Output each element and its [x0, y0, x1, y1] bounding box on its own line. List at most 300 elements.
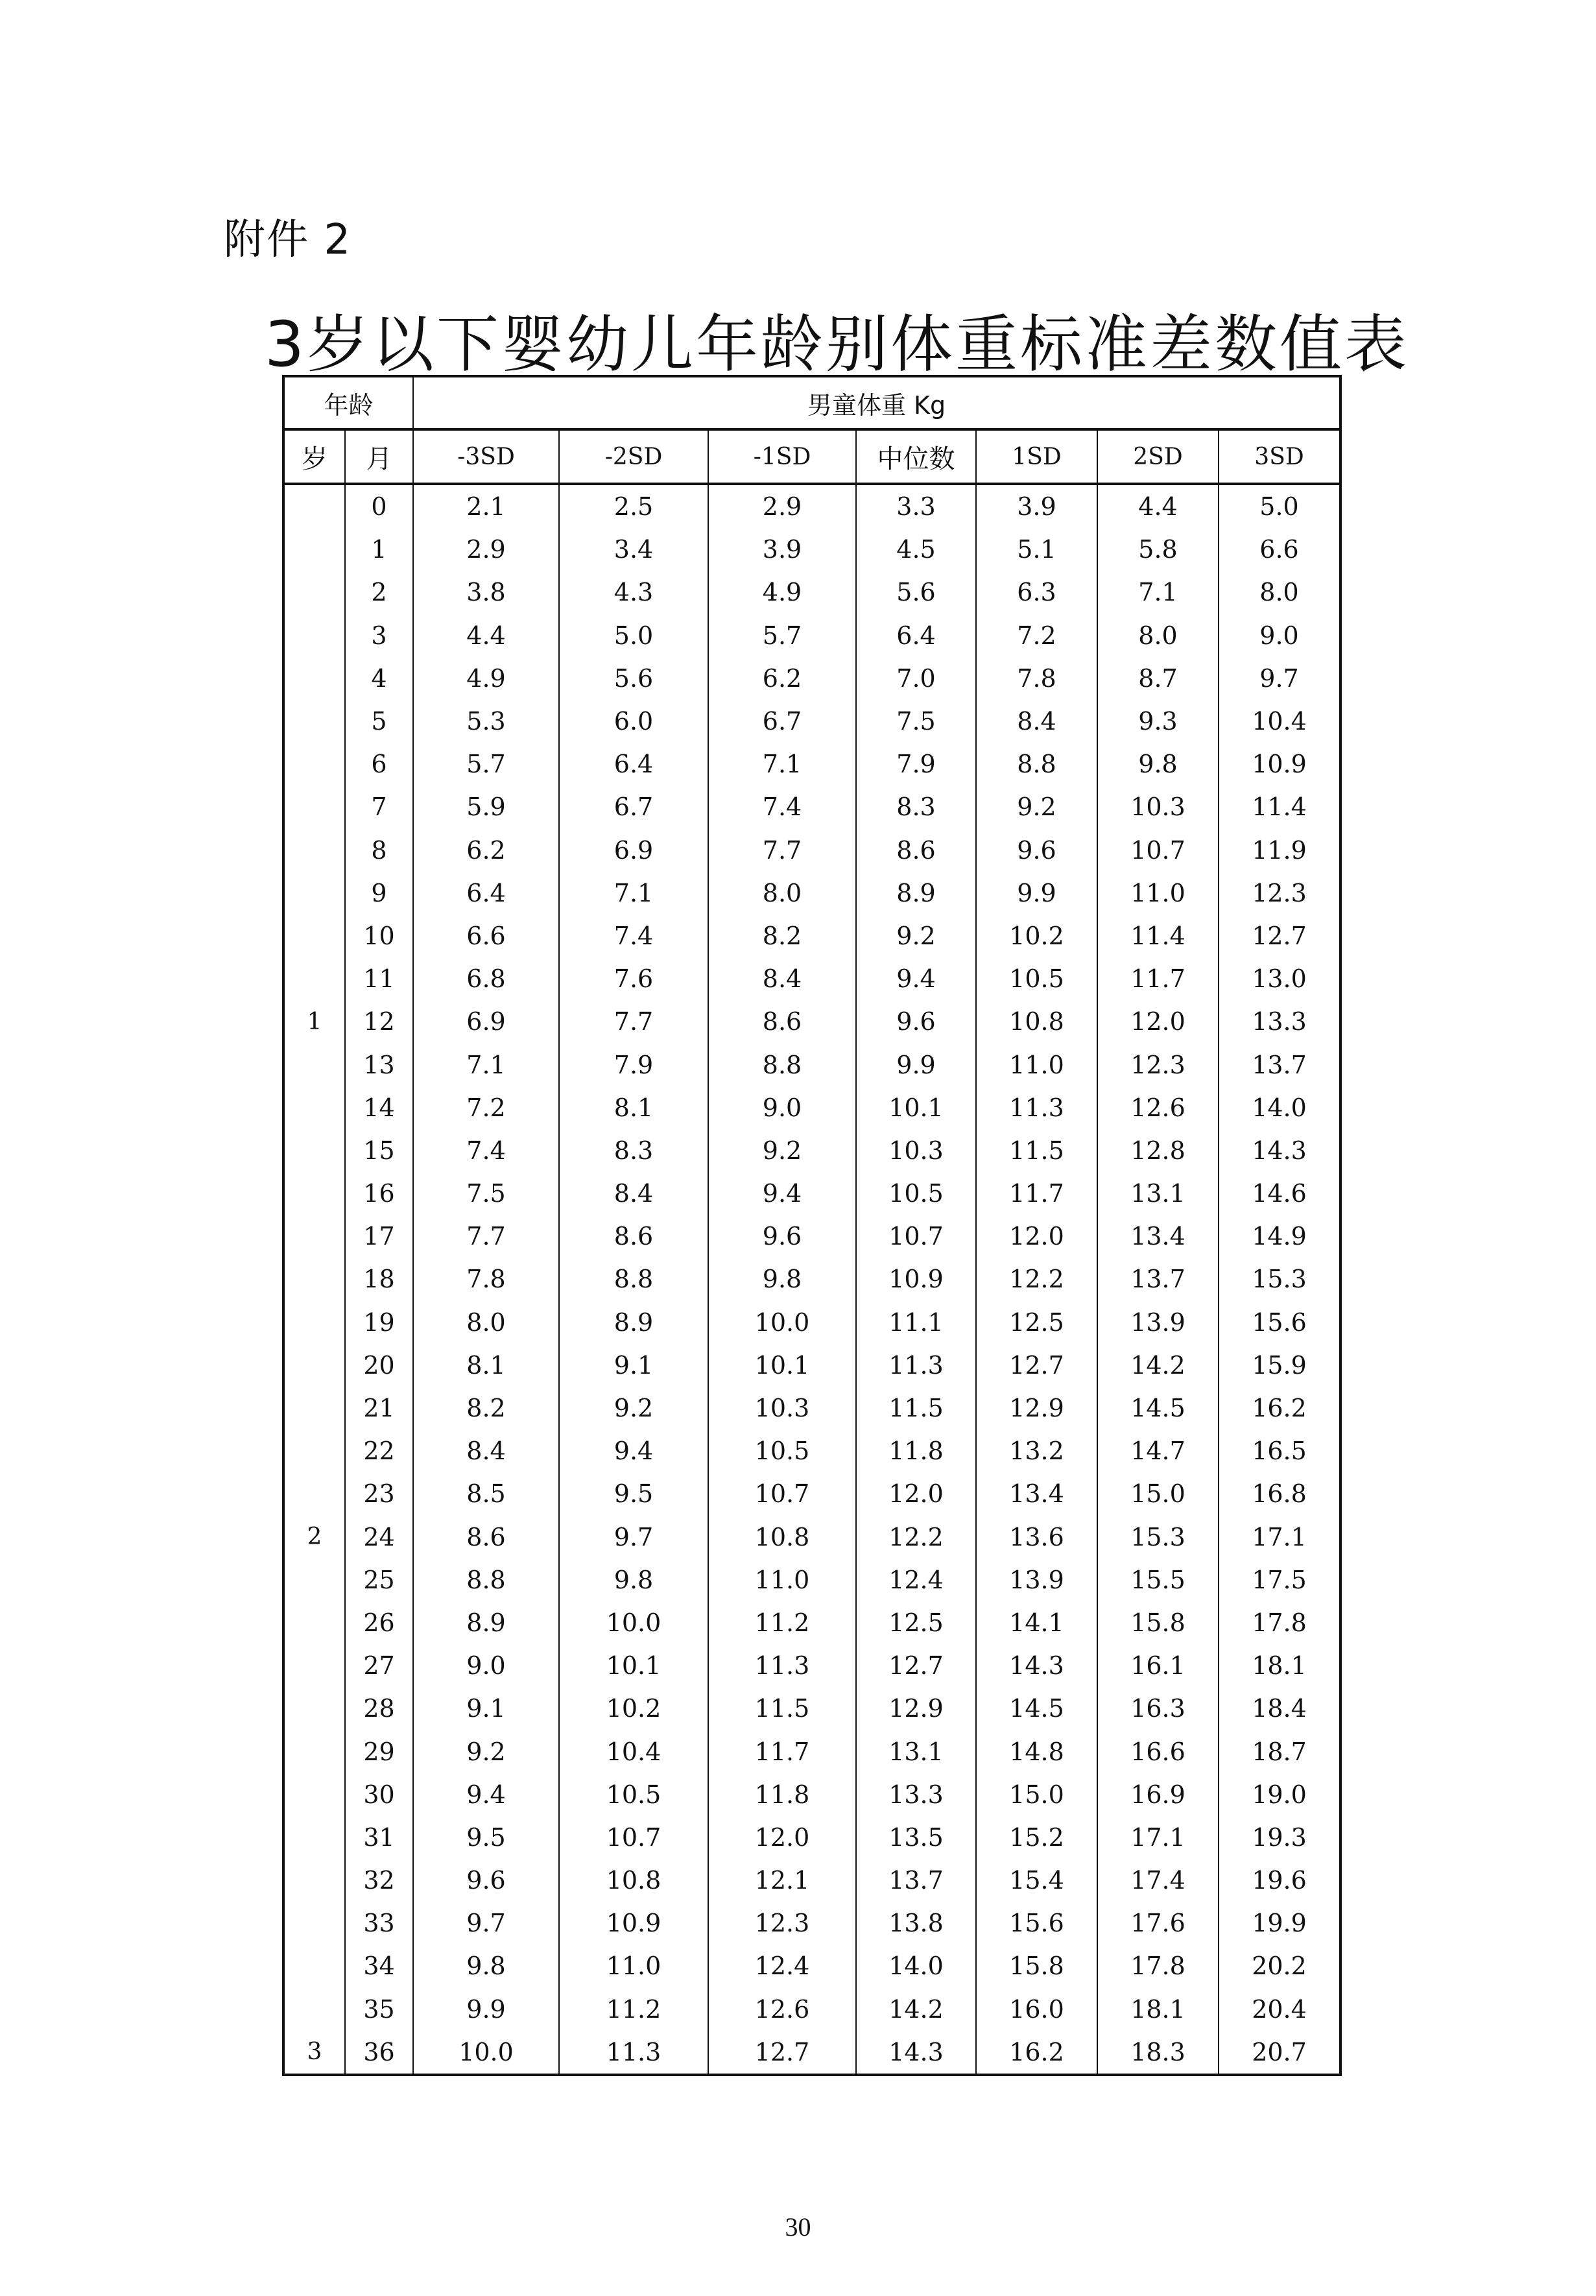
weight-value-cell: 10.9	[559, 1902, 708, 1944]
weight-value-cell: 12.9	[856, 1687, 976, 1730]
weight-value-cell: 7.7	[708, 829, 856, 872]
table-row	[283, 614, 1340, 657]
weight-value-cell: 13.1	[856, 1730, 976, 1773]
year-cell	[283, 484, 345, 528]
table-row	[283, 1301, 1340, 1344]
month-cell: 14	[345, 1086, 413, 1129]
weight-value-cell: 20.2	[1219, 1944, 1340, 1987]
weight-value-cell: 11.7	[976, 1172, 1097, 1215]
weight-value-cell: 8.1	[559, 1086, 708, 1129]
weight-value-cell: 7.5	[856, 700, 976, 743]
month-cell: 5	[345, 700, 413, 743]
header-sd-column: -1SD	[708, 429, 856, 484]
year-cell: 3	[283, 2031, 345, 2075]
weight-value-cell: 15.0	[1097, 1472, 1219, 1515]
weight-value-cell: 12.4	[856, 1559, 976, 1601]
weight-value-cell: 16.3	[1097, 1687, 1219, 1730]
weight-value-cell: 12.5	[856, 1601, 976, 1644]
weight-value-cell: 9.9	[413, 1988, 559, 2031]
weight-value-cell: 8.6	[708, 1000, 856, 1043]
weight-value-cell: 10.3	[708, 1387, 856, 1429]
weight-value-cell: 6.9	[559, 829, 708, 872]
weight-value-cell: 12.2	[976, 1258, 1097, 1300]
weight-value-cell: 15.6	[1219, 1301, 1340, 1344]
month-cell: 35	[345, 1988, 413, 2031]
weight-value-cell: 9.8	[1097, 743, 1219, 785]
weight-value-cell: 10.4	[559, 1730, 708, 1773]
month-cell: 2	[345, 571, 413, 614]
weight-value-cell: 8.7	[1097, 657, 1219, 700]
weight-value-cell: 15.5	[1097, 1559, 1219, 1601]
weight-value-cell: 10.2	[976, 915, 1097, 957]
weight-value-cell: 13.4	[976, 1472, 1097, 1515]
weight-value-cell: 14.3	[1219, 1129, 1340, 1172]
weight-value-cell: 12.3	[1097, 1043, 1219, 1086]
month-cell: 19	[345, 1301, 413, 1344]
weight-value-cell: 4.4	[1097, 484, 1219, 528]
weight-value-cell: 9.6	[856, 1000, 976, 1043]
weight-value-cell: 2.9	[413, 528, 559, 571]
weight-value-cell: 8.4	[559, 1172, 708, 1215]
weight-value-cell: 8.0	[1219, 571, 1340, 614]
weight-value-cell: 19.9	[1219, 1902, 1340, 1944]
table-row	[283, 1086, 1340, 1129]
weight-value-cell: 14.3	[976, 1644, 1097, 1687]
weight-value-cell: 16.5	[1219, 1429, 1340, 1472]
attachment-label: 附件 2	[224, 216, 352, 264]
weight-value-cell: 3.9	[976, 484, 1097, 528]
weight-value-cell: 12.7	[856, 1644, 976, 1687]
weight-value-cell: 5.8	[1097, 528, 1219, 571]
weight-value-cell: 14.0	[1219, 1086, 1340, 1129]
weight-value-cell: 12.7	[708, 2031, 856, 2075]
weight-value-cell: 9.2	[856, 915, 976, 957]
weight-value-cell: 5.0	[559, 614, 708, 657]
table-row	[283, 1172, 1340, 1215]
weight-value-cell: 7.9	[856, 743, 976, 785]
weight-value-cell: 8.4	[976, 700, 1097, 743]
year-cell	[283, 1559, 345, 1601]
weight-value-cell: 4.9	[708, 571, 856, 614]
weight-value-cell: 9.2	[976, 785, 1097, 828]
weight-value-cell: 8.6	[413, 1516, 559, 1559]
weight-value-cell: 9.8	[559, 1559, 708, 1601]
weight-value-cell: 7.4	[559, 915, 708, 957]
weight-value-cell: 8.3	[559, 1129, 708, 1172]
year-cell	[283, 1429, 345, 1472]
weight-value-cell: 7.2	[413, 1086, 559, 1129]
weight-value-cell: 15.3	[1219, 1258, 1340, 1300]
weight-value-cell: 8.8	[413, 1559, 559, 1601]
month-cell: 7	[345, 785, 413, 828]
header-year: 岁	[283, 429, 345, 484]
year-cell: 2	[283, 1516, 345, 1559]
year-cell	[283, 1172, 345, 1215]
weight-value-cell: 16.9	[1097, 1773, 1219, 1816]
weight-value-cell: 16.1	[1097, 1644, 1219, 1687]
table-row	[283, 1258, 1340, 1300]
weight-value-cell: 11.4	[1097, 915, 1219, 957]
year-cell	[283, 614, 345, 657]
weight-value-cell: 9.4	[708, 1172, 856, 1215]
weight-value-cell: 3.8	[413, 571, 559, 614]
weight-value-cell: 15.3	[1097, 1516, 1219, 1559]
weight-value-cell: 14.6	[1219, 1172, 1340, 1215]
header-sd-column: -2SD	[559, 429, 708, 484]
weight-value-cell: 11.7	[1097, 957, 1219, 1000]
weight-value-cell: 7.7	[413, 1215, 559, 1258]
table-row	[283, 1944, 1340, 1987]
weight-value-cell: 11.0	[708, 1559, 856, 1601]
table-row	[283, 743, 1340, 785]
weight-value-cell: 15.8	[1097, 1601, 1219, 1644]
weight-value-cell: 10.8	[708, 1516, 856, 1559]
weight-value-cell: 9.6	[976, 829, 1097, 872]
table-row	[283, 1816, 1340, 1859]
weight-value-cell: 10.1	[708, 1344, 856, 1387]
weight-value-cell: 11.7	[708, 1730, 856, 1773]
weight-value-cell: 10.7	[559, 1816, 708, 1859]
month-cell: 31	[345, 1816, 413, 1859]
weight-value-cell: 14.9	[1219, 1215, 1340, 1258]
month-cell: 1	[345, 528, 413, 571]
weight-value-cell: 12.0	[708, 1816, 856, 1859]
weight-value-cell: 6.2	[413, 829, 559, 872]
weight-value-cell: 7.1	[559, 872, 708, 915]
weight-value-cell: 9.4	[413, 1773, 559, 1816]
weight-value-cell: 2.5	[559, 484, 708, 528]
weight-value-cell: 19.6	[1219, 1859, 1340, 1902]
weight-value-cell: 7.7	[559, 1000, 708, 1043]
weight-value-cell: 10.7	[1097, 829, 1219, 872]
table-row	[283, 484, 1340, 528]
month-cell: 30	[345, 1773, 413, 1816]
year-cell	[283, 915, 345, 957]
weight-value-cell: 12.0	[1097, 1000, 1219, 1043]
table-row	[283, 657, 1340, 700]
weight-value-cell: 7.1	[708, 743, 856, 785]
month-cell: 9	[345, 872, 413, 915]
weight-value-cell: 18.4	[1219, 1687, 1340, 1730]
weight-value-cell: 13.2	[976, 1429, 1097, 1472]
weight-value-cell: 9.6	[708, 1215, 856, 1258]
table-row	[283, 1559, 1340, 1601]
weight-value-cell: 16.0	[976, 1988, 1097, 2031]
month-cell: 3	[345, 614, 413, 657]
weight-value-cell: 11.5	[708, 1687, 856, 1730]
weight-value-cell: 9.2	[559, 1387, 708, 1429]
weight-value-cell: 7.8	[413, 1258, 559, 1300]
weight-value-cell: 7.1	[1097, 571, 1219, 614]
weight-value-cell: 11.0	[1097, 872, 1219, 915]
year-cell	[283, 1344, 345, 1387]
weight-value-cell: 15.2	[976, 1816, 1097, 1859]
weight-value-cell: 9.6	[413, 1859, 559, 1902]
weight-value-cell: 4.5	[856, 528, 976, 571]
weight-value-cell: 8.8	[708, 1043, 856, 1086]
header-sd-column: 中位数	[856, 429, 976, 484]
weight-value-cell: 17.8	[1097, 1944, 1219, 1987]
table-row	[283, 2031, 1340, 2075]
month-cell: 25	[345, 1559, 413, 1601]
weight-value-cell: 8.2	[413, 1387, 559, 1429]
year-cell	[283, 872, 345, 915]
weight-value-cell: 10.0	[413, 2031, 559, 2075]
month-cell: 33	[345, 1902, 413, 1944]
year-cell	[283, 1944, 345, 1987]
weight-value-cell: 17.1	[1219, 1516, 1340, 1559]
weight-value-cell: 6.3	[976, 571, 1097, 614]
weight-value-cell: 8.6	[856, 829, 976, 872]
weight-value-cell: 8.8	[559, 1258, 708, 1300]
weight-value-cell: 8.2	[708, 915, 856, 957]
weight-value-cell: 14.0	[856, 1944, 976, 1987]
weight-value-cell: 18.3	[1097, 2031, 1219, 2075]
table-row	[283, 1387, 1340, 1429]
header-sd-column: -3SD	[413, 429, 559, 484]
weight-value-cell: 17.4	[1097, 1859, 1219, 1902]
header-sd-column: 3SD	[1219, 429, 1340, 484]
year-cell	[283, 571, 345, 614]
month-cell: 4	[345, 657, 413, 700]
weight-value-cell: 10.7	[856, 1215, 976, 1258]
weight-value-cell: 11.3	[976, 1086, 1097, 1129]
month-cell: 22	[345, 1429, 413, 1472]
weight-value-cell: 9.7	[1219, 657, 1340, 700]
weight-value-cell: 12.2	[856, 1516, 976, 1559]
weight-value-cell: 15.0	[976, 1773, 1097, 1816]
weight-value-cell: 9.8	[708, 1258, 856, 1300]
table-row	[283, 1859, 1340, 1902]
weight-value-cell: 15.6	[976, 1902, 1097, 1944]
weight-value-cell: 7.4	[413, 1129, 559, 1172]
year-cell	[283, 1687, 345, 1730]
weight-value-cell: 13.1	[1097, 1172, 1219, 1215]
weight-value-cell: 11.2	[708, 1601, 856, 1644]
weight-value-cell: 12.8	[1097, 1129, 1219, 1172]
weight-value-cell: 12.5	[976, 1301, 1097, 1344]
weight-value-cell: 12.4	[708, 1944, 856, 1987]
table-row	[283, 700, 1340, 743]
year-cell	[283, 1086, 345, 1129]
table-row	[283, 957, 1340, 1000]
weight-value-cell: 9.5	[413, 1816, 559, 1859]
weight-value-cell: 6.7	[708, 700, 856, 743]
weight-value-cell: 9.0	[413, 1644, 559, 1687]
weight-value-cell: 11.5	[856, 1387, 976, 1429]
weight-value-cell: 14.5	[1097, 1387, 1219, 1429]
weight-value-cell: 9.0	[708, 1086, 856, 1129]
weight-value-cell: 7.9	[559, 1043, 708, 1086]
month-cell: 0	[345, 484, 413, 528]
weight-value-cell: 12.0	[856, 1472, 976, 1515]
month-cell: 12	[345, 1000, 413, 1043]
weight-value-cell: 10.0	[559, 1601, 708, 1644]
weight-value-cell: 5.9	[413, 785, 559, 828]
weight-value-cell: 11.1	[856, 1301, 976, 1344]
weight-value-cell: 11.8	[856, 1429, 976, 1472]
weight-value-cell: 12.9	[976, 1387, 1097, 1429]
weight-value-cell: 11.8	[708, 1773, 856, 1816]
year-cell	[283, 1301, 345, 1344]
weight-value-cell: 8.8	[976, 743, 1097, 785]
weight-value-cell: 10.4	[1219, 700, 1340, 743]
month-cell: 20	[345, 1344, 413, 1387]
year-cell	[283, 957, 345, 1000]
year-cell	[283, 829, 345, 872]
weight-value-cell: 19.0	[1219, 1773, 1340, 1816]
weight-value-cell: 14.5	[976, 1687, 1097, 1730]
weight-value-cell: 19.3	[1219, 1816, 1340, 1859]
weight-value-cell: 18.7	[1219, 1730, 1340, 1773]
weight-value-cell: 11.5	[976, 1129, 1097, 1172]
weight-value-cell: 10.5	[856, 1172, 976, 1215]
weight-value-cell: 17.8	[1219, 1601, 1340, 1644]
year-cell	[283, 1988, 345, 2031]
weight-value-cell: 2.9	[708, 484, 856, 528]
weight-value-cell: 14.2	[1097, 1344, 1219, 1387]
weight-value-cell: 8.9	[559, 1301, 708, 1344]
year-cell	[283, 1730, 345, 1773]
weight-value-cell: 9.7	[413, 1902, 559, 1944]
table-row	[283, 1429, 1340, 1472]
weight-value-cell: 10.5	[708, 1429, 856, 1472]
table-row	[283, 872, 1340, 915]
year-cell	[283, 785, 345, 828]
weight-value-cell: 9.1	[413, 1687, 559, 1730]
weight-value-cell: 13.7	[1219, 1043, 1340, 1086]
weight-value-cell: 12.3	[708, 1902, 856, 1944]
month-cell: 15	[345, 1129, 413, 1172]
table-row	[283, 1516, 1340, 1559]
weight-value-cell: 9.9	[976, 872, 1097, 915]
weight-value-cell: 13.3	[856, 1773, 976, 1816]
table-row	[283, 571, 1340, 614]
weight-value-cell: 9.1	[559, 1344, 708, 1387]
month-cell: 10	[345, 915, 413, 957]
weight-value-cell: 15.4	[976, 1859, 1097, 1902]
weight-value-cell: 8.4	[708, 957, 856, 1000]
weight-value-cell: 7.2	[976, 614, 1097, 657]
weight-value-cell: 11.3	[559, 2031, 708, 2075]
year-cell	[283, 1129, 345, 1172]
table-row	[283, 1472, 1340, 1515]
weight-value-cell: 17.6	[1097, 1902, 1219, 1944]
weight-value-cell: 9.4	[559, 1429, 708, 1472]
weight-value-cell: 8.3	[856, 785, 976, 828]
weight-value-cell: 5.6	[559, 657, 708, 700]
weight-value-cell: 14.3	[856, 2031, 976, 2075]
year-cell	[283, 1816, 345, 1859]
weight-value-cell: 5.1	[976, 528, 1097, 571]
month-cell: 16	[345, 1172, 413, 1215]
header-age: 年龄	[283, 376, 413, 429]
header-sd-column: 2SD	[1097, 429, 1219, 484]
weight-value-cell: 5.7	[413, 743, 559, 785]
year-cell	[283, 1601, 345, 1644]
weight-value-cell: 14.1	[976, 1601, 1097, 1644]
weight-value-cell: 14.2	[856, 1988, 976, 2031]
weight-value-cell: 5.7	[708, 614, 856, 657]
weight-value-cell: 9.2	[413, 1730, 559, 1773]
month-cell: 11	[345, 957, 413, 1000]
weight-value-cell: 15.9	[1219, 1344, 1340, 1387]
weight-value-cell: 6.6	[1219, 528, 1340, 571]
weight-value-cell: 17.5	[1219, 1559, 1340, 1601]
month-cell: 17	[345, 1215, 413, 1258]
weight-value-cell: 12.0	[976, 1215, 1097, 1258]
weight-value-cell: 7.5	[413, 1172, 559, 1215]
weight-value-cell: 7.8	[976, 657, 1097, 700]
table-row	[283, 1043, 1340, 1086]
weight-value-cell: 15.8	[976, 1944, 1097, 1987]
header-boys-weight: 男童体重 Kg	[413, 376, 1340, 429]
weight-value-cell: 7.0	[856, 657, 976, 700]
month-cell: 6	[345, 743, 413, 785]
weight-value-cell: 10.3	[856, 1129, 976, 1172]
header-month: 月	[345, 429, 413, 484]
weight-value-cell: 16.8	[1219, 1472, 1340, 1515]
table-row	[283, 1344, 1340, 1387]
weight-value-cell: 13.0	[1219, 957, 1340, 1000]
weight-value-cell: 8.0	[1097, 614, 1219, 657]
weight-value-cell: 10.9	[1219, 743, 1340, 785]
weight-value-cell: 10.2	[559, 1687, 708, 1730]
weight-value-cell: 6.2	[708, 657, 856, 700]
weight-value-cell: 5.6	[856, 571, 976, 614]
weight-value-cell: 9.8	[413, 1944, 559, 1987]
weight-value-cell: 8.6	[559, 1215, 708, 1258]
weight-value-cell: 13.5	[856, 1816, 976, 1859]
table-row	[283, 1730, 1340, 1773]
month-cell: 36	[345, 2031, 413, 2075]
weight-value-cell: 14.7	[1097, 1429, 1219, 1472]
weight-value-cell: 3.4	[559, 528, 708, 571]
weight-value-cell: 11.4	[1219, 785, 1340, 828]
weight-value-cell: 10.1	[559, 1644, 708, 1687]
year-cell	[283, 1472, 345, 1515]
year-cell: 1	[283, 1000, 345, 1043]
weight-value-cell: 9.4	[856, 957, 976, 1000]
weight-value-cell: 4.3	[559, 571, 708, 614]
month-cell: 8	[345, 829, 413, 872]
weight-value-cell: 11.9	[1219, 829, 1340, 872]
weight-value-cell: 11.0	[559, 1944, 708, 1987]
weight-value-cell: 9.7	[559, 1516, 708, 1559]
table-row	[283, 915, 1340, 957]
page-number: 30	[785, 2212, 811, 2242]
year-cell	[283, 1258, 345, 1300]
year-cell	[283, 700, 345, 743]
month-cell: 13	[345, 1043, 413, 1086]
weight-value-cell: 10.5	[559, 1773, 708, 1816]
weight-value-cell: 5.0	[1219, 484, 1340, 528]
month-cell: 24	[345, 1516, 413, 1559]
weight-value-cell: 12.6	[1097, 1086, 1219, 1129]
weight-value-cell: 10.8	[559, 1859, 708, 1902]
year-cell	[283, 1859, 345, 1902]
weight-value-cell: 18.1	[1219, 1644, 1340, 1687]
weight-value-cell: 10.1	[856, 1086, 976, 1129]
year-cell	[283, 528, 345, 571]
weight-value-cell: 10.0	[708, 1301, 856, 1344]
weight-value-cell: 8.5	[413, 1472, 559, 1515]
table-row	[283, 528, 1340, 571]
table-row	[283, 1215, 1340, 1258]
weight-value-cell: 6.0	[559, 700, 708, 743]
weight-value-cell: 6.4	[856, 614, 976, 657]
header-sd-column: 1SD	[976, 429, 1097, 484]
